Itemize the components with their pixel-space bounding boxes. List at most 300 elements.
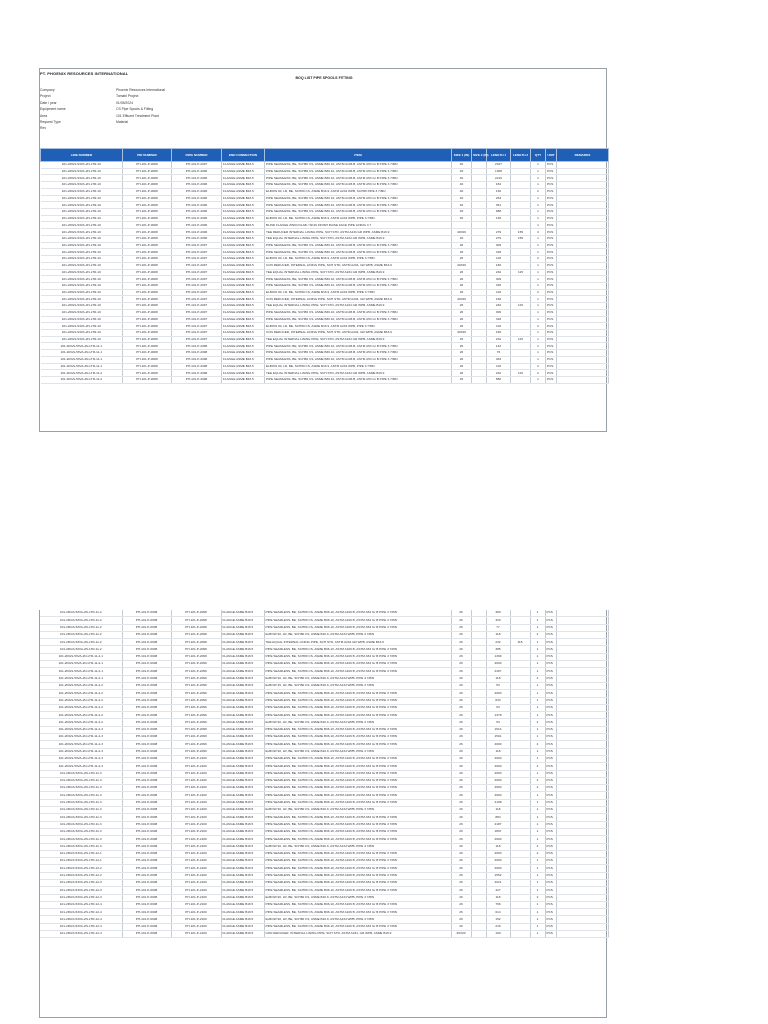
length2-cell [511,309,531,316]
unit-cell: PCS [546,377,557,384]
unit-cell: PCS [545,734,556,741]
length2-cell: 155 [511,235,531,242]
qty-cell: 1 [531,343,546,350]
table-row [40,821,608,828]
length1-cell: 232 [487,269,511,276]
end-connection-cell: FLANGE ASME B16.5 [222,323,265,330]
remarks-cell [556,872,608,879]
length2-cell [510,661,530,668]
length2-cell [511,289,531,296]
size1-cell: 26 [451,909,471,916]
size2-cell [471,923,486,930]
size2-cell [471,931,486,938]
size2-cell [472,370,487,377]
end-connection-cell: FLANGE ASME B16.5 [221,624,264,631]
line-number-cell: 101-2RGS-53VA-2N-LTR-10 [41,262,123,269]
remarks-cell [556,828,608,835]
table-row [41,209,609,216]
pid-number-cell: PH-101-P-0008 [122,865,171,872]
length2-cell [510,617,530,624]
unit-cell: PCS [546,168,557,175]
size2-cell [471,807,486,814]
column-header: LENGTH 2 [511,149,531,162]
length1-cell: 1552 [486,872,510,879]
line-number-cell: 101-2RGS-53VA-2N-LTR-10 [41,235,123,242]
remarks-cell [556,770,608,777]
length1-cell: 2000 [486,770,510,777]
size1-cell: 40 [452,202,472,209]
size2-cell [471,821,486,828]
pid-number-cell: PH-101-P-0008 [122,931,171,938]
size1-cell: 26 [451,916,471,923]
dwg-number-cell: PH-101-P-2100 [171,901,221,908]
unit-cell: PCS [545,916,556,923]
item-cell: PIPE SEAMLESS, BE, SCH80 CS, ASME B36.10, ASTM A106 B, ASTM A53 Gr B PIPE 3 7/8IN [265,377,452,384]
pid-number-cell: PH-101-P-0008 [122,923,171,930]
end-connection-cell: FLANGE ASME B16.5 [221,719,264,726]
end-connection-cell: FLANGE ASME B16.5 [221,675,264,682]
end-connection-cell: FLANGE ASME B16.5 [222,229,265,236]
qty-cell: 1 [530,799,545,806]
table-row [41,235,609,242]
size2-cell [472,262,487,269]
item-cell: PIPE SEAMLESS, BE, SCH80 CS, ASME B36.10, ASTM A106 B, ASTM A53 Gr B PIPE 3 7/8IN [264,726,451,733]
length1-cell: 160 [487,296,511,303]
table-row [40,712,608,719]
end-connection-cell: FLANGE ASME B16.5 [221,828,264,835]
dwg-number-cell: PH-101-P-2097 [172,269,222,276]
size1-cell: 26 [452,343,472,350]
size2-cell [472,202,487,209]
length2-cell [511,282,531,289]
size1-cell: 26 [451,879,471,886]
end-connection-cell: FLANGE ASME B16.5 [222,269,265,276]
pid-number-cell: PH-101-P-0008 [122,610,171,617]
column-header: SIZE 2 (IN) [472,149,487,162]
item-cell: PIPE SEAMLESS, BE, SCH80 CS, ASME B36.10, ASTM A106 B, ASTM A53 Gr B PIPE 3 7/8IN [264,646,451,653]
item-cell: PIPE SEAMLESS, BE, SCH80 CS, ASME B36.10, ASTM A106 B, ASTM A53 Gr B PIPE 3 7/8IN [265,316,452,323]
table-row [40,777,608,784]
length1-cell: 2000 [486,777,510,784]
line-number-cell: 101-2RGS-53VA-2N-LTR-10 [41,296,123,303]
length1-cell: 263 [487,195,511,202]
line-number-cell: 101-2RGS-53VA-2N-LTR-11-3 [40,799,122,806]
column-header: LINE NUMBER [41,149,123,162]
length2-cell [510,814,530,821]
size1-cell: 26 [452,269,472,276]
dwg-number-cell: PH-101-P-2099 [171,748,221,755]
length2-cell: 115 [511,303,531,310]
column-header: QTY [531,149,546,162]
item-cell: PIPE SEAMLESS, BE, SCH80 CS, ASME B36.10, ASTM A106 B, ASTM A53 Gr B PIPE 3 7/8IN [264,901,451,908]
item-cell: ELBOW 90, LR, BE, SCH80 CS, ASME B16.9, ASTM A234 WPB, PIPE 3 7/8IN [265,215,452,222]
dwg-number-cell: PH-101-P-2100 [171,828,221,835]
end-connection-cell: FLANGE ASME B16.5 [221,894,264,901]
unit-cell: PCS [545,807,556,814]
dwg-number-cell: PH-101-P-2099 [171,690,221,697]
end-connection-cell: FLANGE ASME B16.5 [221,777,264,784]
dwg-number-cell: PH-101-P-2100 [171,879,221,886]
length2-cell [511,202,531,209]
line-number-cell: 101-2RGS-53VA-2N-LTR-11-1 [41,363,123,370]
item-cell: PIPE SEAMLESS, BE, SCH80 CS, ASME B36.10, ASTM A106 B, ASTM A53 Gr B PIPE 3 7/8IN [264,763,451,770]
size2-cell [472,363,487,370]
dwg-number-cell: PH-101-P-2096 [172,182,222,189]
line-number-cell: 101-2RGS-53VA-2N-LTR-10 [41,162,123,169]
size1-cell: 26 [452,242,472,249]
line-number-cell: 101-2RGS-53VA-2N-LTR-11-2-2 [40,719,122,726]
table-row [40,610,608,617]
remarks-cell [556,748,608,755]
length2-cell [510,836,530,843]
length1-cell [487,222,511,229]
pid-number-cell: PH-101-P-0008 [122,916,171,923]
item-cell: ELBOW 90, LR, BE, SCH80 CS, ASME B16.9, ASTM A234 WPB, PIPE 3 7/8IN [264,631,451,638]
dwg-number-cell: PH-101-P-2100 [171,843,221,850]
item-cell: PIPE SEAMLESS, BE, SCH80 CS, ASME B36.10, ASTM A106 B, ASTM A53 Gr B PIPE 3 7/8IN [265,343,452,350]
item-cell: PIPE SEAMLESS, BE, SCH80 CS, ASME B36.10, ASTM A106 B, ASTM A53 Gr B PIPE 3 7/8IN [265,276,452,283]
unit-cell: PCS [545,865,556,872]
unit-cell: PCS [546,309,557,316]
size1-cell: 26 [451,814,471,821]
line-number-cell: 101-2RGS-53VA-2N-LTR-10 [41,188,123,195]
remarks-cell [556,836,608,843]
item-cell: ELBOW 45, LR, BE, SCH80 CS, ASME B16.9, ASTM A234 WPB, PIPE 3 7/8IN [264,682,451,689]
size1-cell: 26 [451,712,471,719]
end-connection-cell: FLANGE ASME B16.5 [222,370,265,377]
line-number-cell: 101-2RGS-53VA-2N-LTR-12-3 [40,894,122,901]
table-row [40,894,608,901]
remarks-cell [556,712,608,719]
size2-cell [471,879,486,886]
table-row [40,923,608,930]
remarks-cell [557,269,609,276]
item-cell: PIPE SEAMLESS, BE, SCH80 CS, ASME B36.10, ASTM A106 B, ASTM A53 Gr B PIPE 3 7/8IN [264,836,451,843]
end-connection-cell: FLANGE ASME B16.5 [221,712,264,719]
qty-cell: 1 [530,814,545,821]
item-cell: ELBOW 90, LR, BE, SCH80 CS, ASME B16.9, ASTM A234 WPB, PIPE 3 7/8IN [265,256,452,263]
remarks-cell [557,202,609,209]
length1-cell: 216 [486,923,510,930]
pid-number-cell: PH-101-P-0008 [122,872,171,879]
qty-cell: 2 [531,289,546,296]
unit-cell: PCS [545,785,556,792]
line-number-cell: 101-2RGS-53VA-2N-LTR-11-3 [40,828,122,835]
length1-cell: 385 [486,646,510,653]
end-connection-cell: FLANGE ASME B16.5 [221,821,264,828]
unit-cell: PCS [545,894,556,901]
line-number-cell: 101-2RGS-53VA-2N-LTR-11-2-2 [40,712,122,719]
size1-cell [452,222,472,229]
size1-cell: 26 [451,763,471,770]
remarks-cell [557,262,609,269]
length2-cell: 115 [511,370,531,377]
pid-number-cell: PH-101-P-0008 [122,661,171,668]
end-connection-cell: FLANGE ASME B16.5 [221,799,264,806]
length1-cell: 118 [486,843,510,850]
item-cell: PIPE SEAMLESS, BE, SCH80 CS, ASME B36.10, ASTM A106 B, ASTM A53 Gr B PIPE 3 7/8IN [264,821,451,828]
end-connection-cell: FLANGE ASME B16.5 [221,887,264,894]
dwg-number-cell: PH-101-P-2097 [172,162,222,169]
remarks-cell [557,363,609,370]
dwg-number-cell: PH-101-P-2097 [172,256,222,263]
remarks-cell [557,195,609,202]
pid-number-cell: PH-101-P-0008 [123,229,172,236]
length1-cell: 796 [486,901,510,908]
table-row [41,195,609,202]
size2-cell [472,195,487,202]
qty-cell: 1 [530,770,545,777]
dwg-number-cell: PH-101-P-2096 [172,222,222,229]
qty-cell: 1 [531,269,546,276]
dwg-number-cell: PH-101-P-2098 [171,610,221,617]
line-number-cell: 101-2RGS-53VA-2N-LTR-11-3 [40,785,122,792]
size1-cell: 26X20 [451,931,471,938]
length1-cell: 2000 [486,836,510,843]
qty-cell: 1 [531,336,546,343]
end-connection-cell: FLANGE ASME B16.5 [222,162,265,169]
qty-cell: 1 [531,235,546,242]
table-row [40,704,608,711]
dwg-number-cell: PH-101-P-2100 [171,887,221,894]
end-connection-cell: FLANGE ASME B16.5 [222,316,265,323]
table-row [40,858,608,865]
pid-number-cell: PH-101-P-0008 [123,188,172,195]
pid-number-cell: PH-101-P-0008 [122,850,171,857]
end-connection-cell: FLANGE ASME B16.5 [222,168,265,175]
line-number-cell: 101-2RGS-53VA-2N-LTR-10 [41,168,123,175]
size2-cell [472,229,487,236]
remarks-cell [557,343,609,350]
unit-cell: PCS [545,931,556,938]
unit-cell: PCS [546,343,557,350]
qty-cell: 1 [530,610,545,617]
length2-cell [511,329,531,336]
pid-number-cell: PH-101-P-0008 [122,858,171,865]
qty-cell: 2 [530,850,545,857]
remarks-cell [557,242,609,249]
dwg-number-cell: PH-101-P-2098 [172,356,222,363]
length2-cell [511,343,531,350]
unit-cell: PCS [546,242,557,249]
pid-number-cell: PH-101-P-0008 [122,828,171,835]
pid-number-cell: PH-101-P-0008 [123,370,172,377]
remarks-cell [557,276,609,283]
dwg-number-cell: PH-101-P-2099 [171,712,221,719]
item-cell: TEE EQUAL INTERNAL LINING PIPE, SCH STD, ASTM A234 GR WPB, ASME B16.9 [265,336,452,343]
dwg-number-cell: PH-101-P-2100 [171,770,221,777]
qty-cell: 1 [530,755,545,762]
size2-cell [471,661,486,668]
size2-cell [472,329,487,336]
table-row [41,215,609,222]
size2-cell [472,303,487,310]
dwg-number-cell: PH-101-P-2100 [171,916,221,923]
size2-cell [471,770,486,777]
pid-number-cell: PH-101-P-0008 [122,836,171,843]
sheet-page-1 [39,68,607,432]
length1-cell: 427 [486,887,510,894]
table-row [40,799,608,806]
qty-cell: 1 [530,646,545,653]
dwg-number-cell: PH-101-P-2096 [172,229,222,236]
dwg-number-cell: PH-101-P-2097 [172,329,222,336]
line-number-cell: 101-2RGS-53VA-2N-LTR-10 [41,329,123,336]
pid-number-cell: PH-101-P-0008 [122,792,171,799]
length1-cell: 614 [486,909,510,916]
remarks-cell [556,843,608,850]
meta-value: Phoenix Resources International [116,88,166,92]
pid-number-cell: PH-101-P-0008 [122,617,171,624]
pid-number-cell: PH-101-P-0008 [122,741,171,748]
size1-cell: 26 [451,639,471,646]
table-row [40,843,608,850]
line-number-cell: 101-2RGS-53VA-2N-LTR-10 [41,309,123,316]
pid-number-cell: PH-101-P-0008 [123,269,172,276]
remarks-cell [556,755,608,762]
unit-cell: PCS [546,289,557,296]
size2-cell [472,249,487,256]
remarks-cell [557,329,609,336]
pid-number-cell: PH-101-P-0008 [122,843,171,850]
qty-cell: 2 [530,675,545,682]
unit-cell: PCS [545,828,556,835]
end-connection-cell: FLANGE ASME B16.5 [221,931,264,938]
end-connection-cell: FLANGE ASME B16.5 [222,276,265,283]
table-row [41,276,609,283]
unit-cell: PCS [546,303,557,310]
size1-cell: 26 [451,748,471,755]
unit-cell: PCS [545,923,556,930]
size1-cell: 40 [452,209,472,216]
end-connection-cell: FLANGE ASME B16.5 [222,296,265,303]
qty-cell: 3 [531,229,546,236]
size2-cell [471,726,486,733]
qty-cell: 2 [531,323,546,330]
pid-number-cell: PH-101-P-0008 [123,356,172,363]
remarks-cell [556,792,608,799]
table-row [41,202,609,209]
dwg-number-cell: PH-101-P-2099 [171,682,221,689]
remarks-cell [556,675,608,682]
line-number-cell: 101-2RGS-53VA-2N-LTR-12-4 [40,909,122,916]
unit-cell: PCS [546,370,557,377]
length1-cell: 118 [487,363,511,370]
remarks-cell [556,610,608,617]
dwg-number-cell: PH-101-P-2100 [171,799,221,806]
end-connection-cell: FLANGE ASME B16.5 [222,350,265,357]
qty-cell: 1 [531,249,546,256]
pid-number-cell: PH-101-P-0008 [122,726,171,733]
table-row [40,690,608,697]
length1-cell: 142 [487,343,511,350]
size1-cell: 26 [451,894,471,901]
size1-cell: 26 [452,276,472,283]
length1-cell: 118 [486,894,510,901]
length1-cell: 2000 [486,763,510,770]
pid-number-cell: PH-101-P-0008 [122,901,171,908]
qty-cell: 2 [530,631,545,638]
end-connection-cell: FLANGE ASME B16.5 [222,209,265,216]
size1-cell: 40 [452,162,472,169]
length1-cell: 2000 [486,755,510,762]
dwg-number-cell: PH-101-P-2097 [172,296,222,303]
qty-cell: 1 [530,697,545,704]
line-number-cell: 101-2RGS-53VA-2N-LTR-10 [41,182,123,189]
pid-number-cell: PH-101-P-0008 [123,209,172,216]
size1-cell: 26 [451,726,471,733]
qty-cell: 1 [530,858,545,865]
item-cell: PIPE SEAMLESS, BE, SCH80 CS, ASME B36.10, ASTM A106 B, ASTM A53 Gr B PIPE 3 7/8IN [264,872,451,879]
table-row [40,879,608,886]
end-connection-cell: FLANGE ASME B16.5 [221,755,264,762]
qty-cell: 1 [530,901,545,908]
dwg-number-cell: PH-101-P-2100 [171,777,221,784]
item-cell: PIPE SEAMLESS, BE, SCH80 CS, ASME B36.10, ASTM A106 B, ASTM A53 Gr B PIPE 3 7/8IN [264,624,451,631]
table-row [41,289,609,296]
dwg-number-cell: PH-101-P-2100 [171,865,221,872]
unit-cell: PCS [546,195,557,202]
unit-cell: PCS [545,631,556,638]
qty-cell: 1 [531,296,546,303]
size1-cell: 26 [452,350,472,357]
line-number-cell: 101-2RGS-53VA-2N-LTR-10 [41,209,123,216]
end-connection-cell: FLANGE ASME B16.5 [222,363,265,370]
end-connection-cell: FLANGE ASME B16.5 [222,235,265,242]
unit-cell: PCS [545,909,556,916]
meta-label: Equipment name [40,107,66,112]
size1-cell: 40 [452,195,472,202]
length2-cell [511,249,531,256]
qty-cell: 1 [531,276,546,283]
length1-cell: 309 [487,309,511,316]
qty-cell: 1 [531,209,546,216]
length1-cell: 320 [486,617,510,624]
end-connection-cell: FLANGE ASME B16.5 [221,734,264,741]
table-row [41,323,609,330]
line-number-cell: 101-2RGS-53VA-2N-LTR-12-3 [40,879,122,886]
size1-cell: 26 [452,316,472,323]
length1-cell: 232 [487,370,511,377]
line-number-cell: 101-2RGS-53VA-2N-LTR-11-2-3 [40,741,122,748]
dwg-number-cell: PH-101-P-2097 [172,303,222,310]
pid-number-cell: PH-101-P-0008 [122,879,171,886]
size1-cell: 26 [451,719,471,726]
size2-cell [472,242,487,249]
length2-cell [511,323,531,330]
pid-number-cell: PH-101-P-0008 [122,755,171,762]
length1-cell: 1378 [486,712,510,719]
remarks-cell [556,734,608,741]
unit-cell: PCS [546,336,557,343]
size2-cell [471,610,486,617]
table-row [40,734,608,741]
size2-cell [472,282,487,289]
qty-cell: 1 [531,242,546,249]
unit-cell: PCS [546,282,557,289]
qty-cell: 1 [531,377,546,384]
size2-cell [471,734,486,741]
length2-cell [510,799,530,806]
unit-cell: PCS [546,215,557,222]
column-header: PID NUMBER [123,149,172,162]
size1-cell: 26 [451,646,471,653]
qty-cell: 2 [531,363,546,370]
table-row [41,249,609,256]
dwg-number-cell: PH-101-P-2098 [172,343,222,350]
pid-number-cell: PH-101-P-0008 [122,821,171,828]
length2-cell [510,610,530,617]
